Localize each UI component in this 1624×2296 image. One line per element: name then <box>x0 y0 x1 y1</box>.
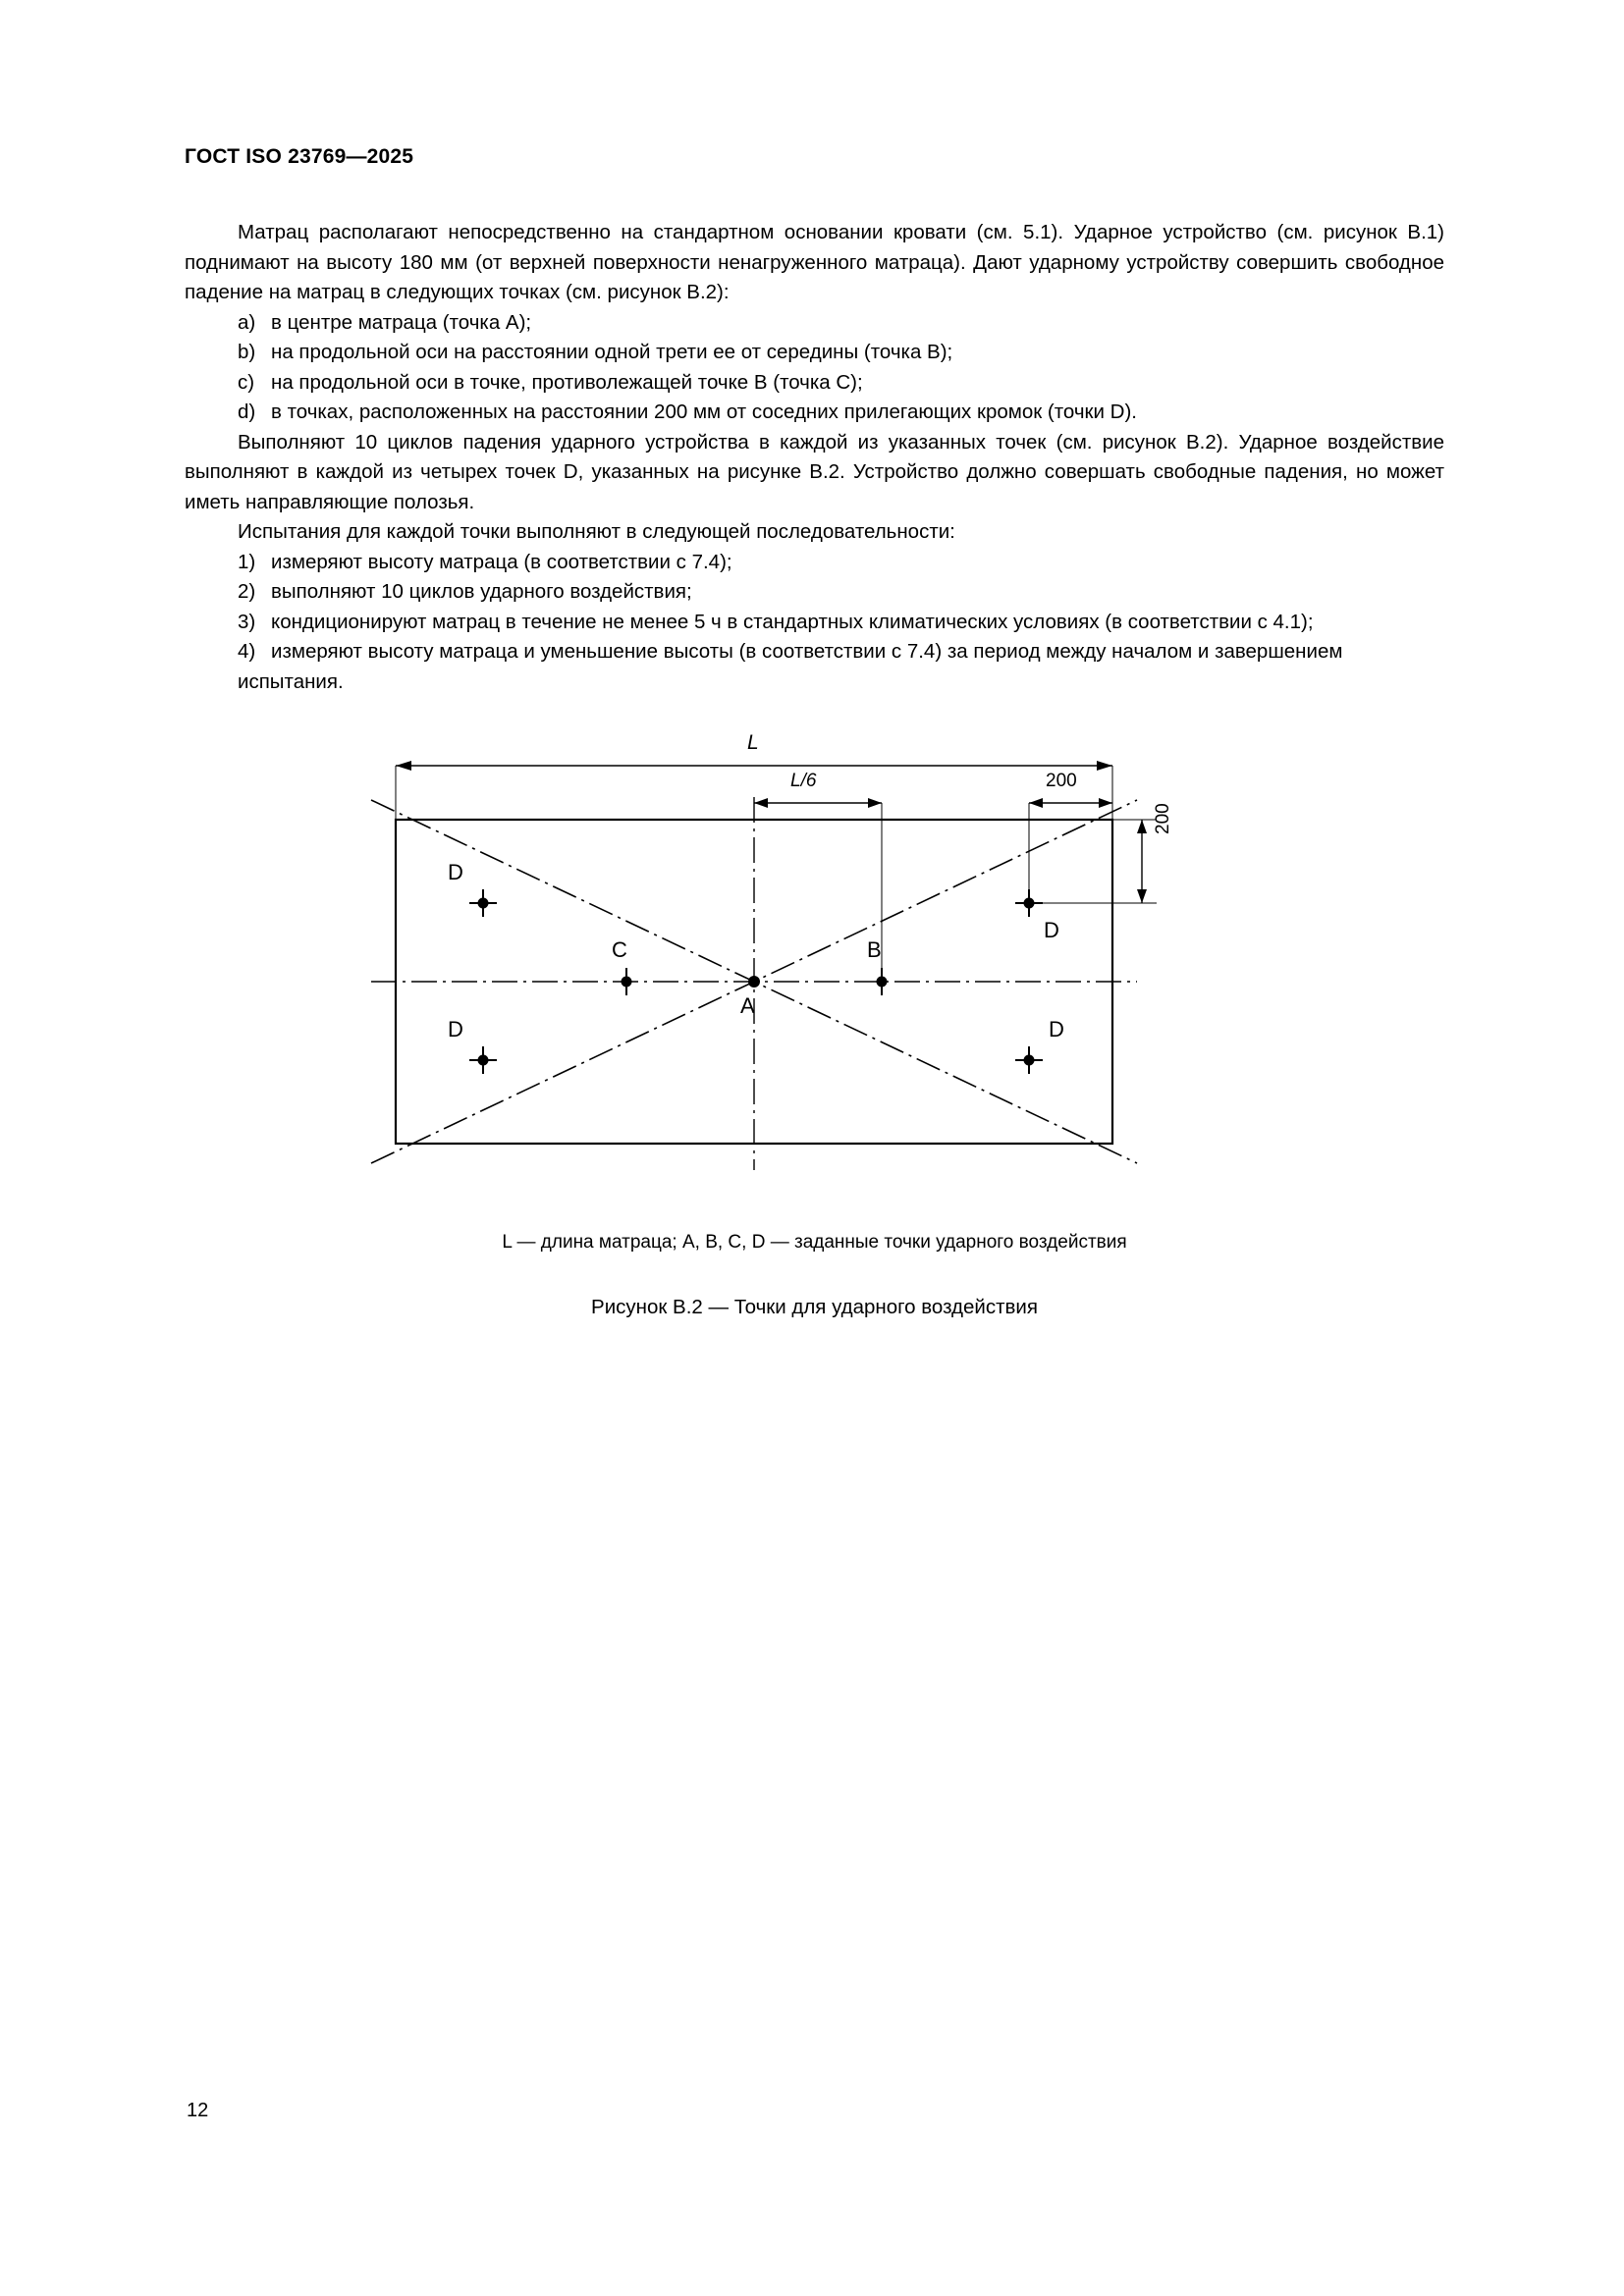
list-item <box>185 368 1444 399</box>
list-marker: a) <box>238 310 256 334</box>
figure-caption: Рисунок B.2 — Точки для ударного воздействия <box>591 1296 1038 1318</box>
list-item <box>185 548 1444 578</box>
page-header: ГОСТ ISO 23769—2025 <box>185 145 414 168</box>
impact-point-d-bottom-right <box>1024 1055 1035 1066</box>
body-text <box>185 218 1444 697</box>
label-200-vertical: 200 <box>1153 803 1173 834</box>
list-item-text: в центре матраца (точка A); <box>271 310 532 334</box>
label-point-d-top-right: D <box>1044 918 1059 942</box>
label-point-d-bottom-right: D <box>1049 1017 1064 1041</box>
list-marker: 1) <box>238 550 256 573</box>
figure-b2 <box>185 726 1444 1217</box>
list-marker: c) <box>238 370 255 394</box>
impact-points-diagram <box>185 726 1444 1237</box>
list-item <box>185 398 1444 428</box>
list-marker: 3) <box>238 610 256 633</box>
arrow-head-200v-bottom <box>1137 889 1147 903</box>
list-item-text: измеряют высоту матраца и уменьшение высоты (в соответствии с 7.4) за период между началом и завершением испытания. <box>238 640 1349 693</box>
list-item <box>185 308 1444 339</box>
list-item-text: на продольной оси в точке, противолежащей точке B (точка C); <box>271 370 863 394</box>
label-point-b: B <box>867 937 882 962</box>
list-item-text: кондиционируют матрац в течение не менее 5 ч в стандартных климатических условиях (в соответствии с 4.1); <box>271 610 1314 633</box>
arrow-head-200h-right <box>1099 798 1112 808</box>
label-point-c: C <box>612 937 627 962</box>
impact-point-b <box>877 977 888 988</box>
label-L6: L/6 <box>790 771 817 791</box>
list-marker: 2) <box>238 580 256 603</box>
list-item-text: на продольной оси на расстоянии одной трети ее от середины (точка B); <box>271 341 953 363</box>
list-item-text: измеряют высоту матраца (в соответствии с 7.4); <box>271 550 732 573</box>
arrow-head-l6-right <box>868 798 882 808</box>
label-point-a: A <box>740 993 755 1018</box>
list-item-text: выполняют 10 циклов ударного воздействия; <box>271 580 692 603</box>
impact-point-d-top-right <box>1024 898 1035 909</box>
label-200-horizontal: 200 <box>1046 771 1077 791</box>
list-item <box>185 338 1444 368</box>
impact-point-a <box>748 976 760 988</box>
paragraph-3: Испытания для каждой точки выполняют в следующей последовательности: <box>238 520 955 543</box>
arrow-head-left <box>396 761 411 771</box>
arrow-head-200h-left <box>1029 798 1043 808</box>
label-point-d-top-left: D <box>448 860 463 884</box>
list-item <box>185 637 1444 697</box>
list-item <box>185 608 1444 638</box>
arrow-head-l6-left <box>754 798 768 808</box>
label-point-d-bottom-left: D <box>448 1017 463 1041</box>
list-marker: b) <box>238 341 256 363</box>
list-marker: 4) <box>238 640 256 663</box>
page-number: 12 <box>187 2100 209 2121</box>
list-marker: d) <box>238 400 256 423</box>
paragraph-1: Матрац располагают непосредственно на стандартном основании кровати (см. 5.1). Ударное устройство (см. рисунок B.1) поднимают на высоту 180 мм (от верхней поверхности ненагруженного матраца). Дают ударному устройству совершить свободное падение на матрац в следующих точках (см. рисунок B.2): <box>185 221 1444 303</box>
impact-point-c <box>622 977 632 988</box>
label-L: L <box>747 731 759 754</box>
list-item <box>185 577 1444 608</box>
arrow-head-200v-top <box>1137 820 1147 833</box>
list-item-text: в точках, расположенных на расстоянии 200 мм от соседних прилегающих кромок (точки D). <box>271 400 1137 423</box>
impact-point-d-top-left <box>478 898 489 909</box>
impact-point-d-bottom-left <box>478 1055 489 1066</box>
figure-drawing <box>185 726 1444 1217</box>
figure-legend: L — длина матраца; A, B, C, D — заданные точки ударного воздействия <box>502 1232 1127 1253</box>
arrow-head-right <box>1097 761 1112 771</box>
paragraph-2: Выполняют 10 циклов падения ударного устройства в каждой из указанных точек (см. рисунок B.2). Ударное воздействие выполняют в каждой из четырех точек D, указанных на рисунке B.2. Устройство должно совершать свободные падения, но может иметь направляющие полозья. <box>185 430 1444 513</box>
